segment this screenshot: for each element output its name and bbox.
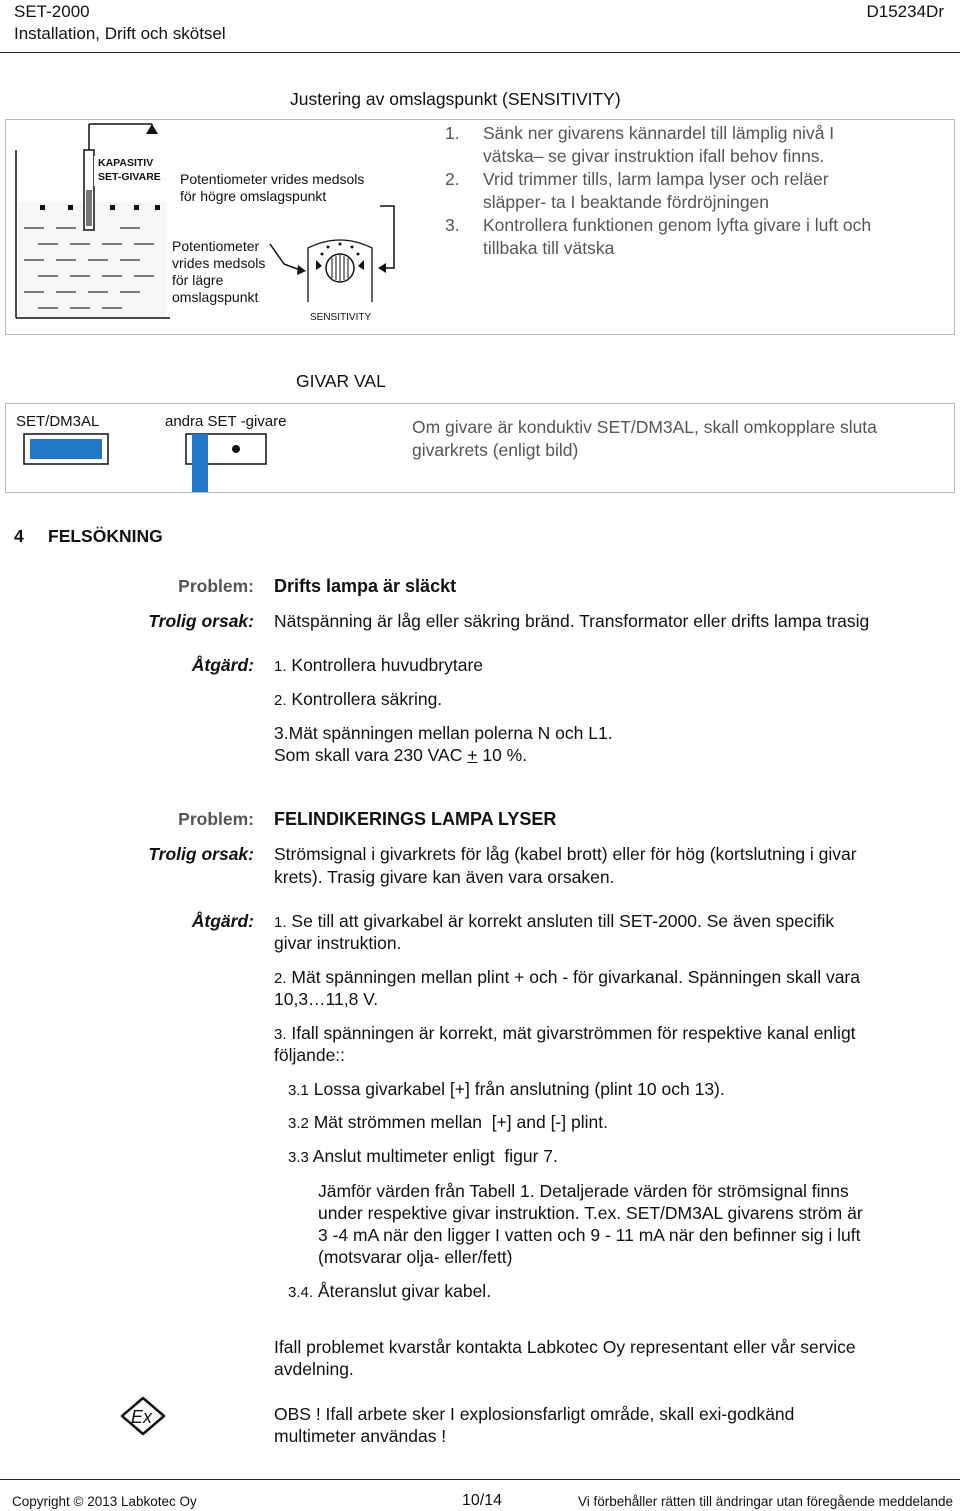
step-1-line1: Sänk ner givarens kännardel till lämplig nivå I — [483, 123, 835, 143]
doc-subtitle: Installation, Drift och skötsel — [14, 24, 226, 43]
action2-item1-line2: givar instruktion. — [274, 933, 402, 953]
footer-rule — [0, 1479, 960, 1480]
step-1-num: 1. — [445, 123, 460, 143]
sensitivity-figure — [10, 120, 430, 332]
switch-closed — [30, 439, 102, 459]
section-number: 4 — [14, 526, 24, 546]
footer-disclaimer: Vi förbehåller rätten till ändringar utan föregående meddelande — [577, 1494, 953, 1509]
action2-label: Åtgärd: — [191, 911, 254, 931]
arrow-line-higher — [380, 206, 394, 268]
arrow-head-top — [146, 124, 158, 134]
switch-open — [192, 434, 208, 492]
action2-item1-text: Se till att givarkabel är korrekt ansluten till SET-2000. Se även specifik — [291, 911, 835, 931]
action1-item1-text: Kontrollera huvudbrytare — [291, 655, 484, 675]
action1-label: Åtgärd: — [191, 655, 254, 675]
action1-item2-text: Kontrollera säkring. — [291, 689, 443, 709]
problem1-text: Drifts lampa är släckt — [274, 576, 457, 596]
sensor-label-2: SET-GIVARE — [98, 171, 161, 183]
substep-3-2 — [288, 1111, 608, 1135]
action1-item3-line1: 3.Mät spänningen mellan polerna N och L1. — [274, 723, 613, 743]
cause2-label: Trolig orsak: — [148, 844, 254, 864]
action2-item3-line1 — [274, 1022, 856, 1046]
contact-line2: avdelning. — [274, 1359, 354, 1379]
substep-3-2-num: 3.2 — [288, 1115, 309, 1132]
cause1-text: Nätspänning är låg eller säkring bränd. Transformator eller drifts lampa trasig — [274, 611, 870, 631]
problem2-text: FELINDIKERINGS LAMPA LYSER — [274, 809, 557, 829]
footer-page: 10/14 — [462, 1492, 503, 1509]
knob-arrow-right — [358, 260, 364, 270]
action2-item2-text: Mät spänningen mellan plint + och - för givarkanal. Spänningen skall vara — [291, 967, 860, 987]
substep-3-4-num: 3.4. — [288, 1284, 314, 1301]
cause2-line1: Strömsignal i givarkrets för låg (kabel brott) eller för hög (kortslutning i givar — [274, 844, 857, 864]
step-2-line1: Vrid trimmer tills, larm lampa lyser och reläer — [483, 169, 829, 189]
step-2-line2: släpper- ta I beaktande fördröjningen — [483, 192, 770, 212]
lower-label-1: Potentiometer — [172, 238, 260, 254]
action1-item2 — [274, 688, 442, 712]
step-1-line2: vätska– se givar instruktion ifall behov finns. — [483, 146, 825, 166]
knob-label: SENSITIVITY — [310, 312, 372, 323]
ex-note-line2: multimeter användas ! — [274, 1426, 447, 1446]
givar-val-line2: givarkrets (enligt bild) — [412, 440, 579, 460]
substep-3-3 — [288, 1145, 558, 1169]
action2-item2-num: 2. — [274, 970, 287, 987]
substep-3-2-text: Mät strömmen mellan [+] and [-] plint. — [313, 1112, 608, 1132]
cause2-line2: krets). Trasig givare kan även vara orsaken. — [274, 867, 615, 887]
tolerance-text: 10 %. — [477, 745, 528, 765]
sensor-tip — [86, 190, 92, 226]
givar-val-line1: Om givare är konduktiv SET/DM3AL, skall omkopplare sluta — [412, 417, 877, 437]
sensitivity-heading: Justering av omslagspunkt (SENSITIVITY) — [290, 89, 621, 109]
header-rule — [0, 52, 960, 53]
arrow-line-lower — [270, 244, 300, 270]
setdm3al-label: SET/DM3AL — [16, 413, 100, 430]
step-3-line2: tillbaka till vätska — [483, 238, 615, 258]
plus-minus-sign: + — [467, 745, 478, 765]
ex-icon — [120, 1396, 166, 1436]
ex-icon-text: Ex — [131, 1407, 153, 1427]
lower-label-2: vrides medsols — [172, 255, 266, 271]
problem2-label: Problem: — [178, 809, 254, 829]
switch-dot — [232, 445, 240, 453]
action2-item1-num: 1. — [274, 914, 287, 931]
knob-arrow-left — [316, 260, 322, 270]
substep-3-4-text: Återanslut givar kabel. — [317, 1281, 492, 1301]
substep-3-4 — [288, 1280, 491, 1304]
action1-item1-num: 1. — [274, 658, 287, 675]
action1-item2-num: 2. — [274, 692, 287, 709]
step-2-num: 2. — [445, 169, 460, 189]
action2-item2-line2: 10,3…11,8 V. — [274, 989, 379, 1009]
action1-item3-line2 — [274, 744, 527, 766]
action1-item1 — [274, 654, 483, 678]
note-line3: 3 -4 mA när den ligger I vatten och 9 - 11 mA när den befinner sig i luft — [318, 1225, 861, 1245]
substep-3-3-text: Anslut multimeter enligt figur 7. — [312, 1146, 558, 1166]
givar-val-figure — [10, 406, 400, 492]
other-givare-label: andra SET -givare — [165, 413, 287, 430]
higher-label-2: för högre omslagspunkt — [180, 188, 327, 204]
note-line4: (motsvarar olja- eller/fett) — [318, 1247, 513, 1267]
footer-copyright: Copyright © 2013 Labkotec Oy — [12, 1494, 197, 1509]
givar-val-heading: GIVAR VAL — [296, 371, 386, 391]
cause1-label: Trolig orsak: — [148, 611, 254, 631]
problem1-label: Problem: — [178, 576, 254, 596]
substep-3-3-num: 3.3 — [288, 1149, 309, 1166]
action2-item1-line1 — [274, 910, 834, 934]
action2-item2-line1 — [274, 966, 860, 990]
note-line1: Jämför värden från Tabell 1. Detaljerade värden för strömsignal finns — [318, 1181, 849, 1201]
voltage-text: Som skall vara 230 VAC — [274, 745, 468, 765]
note-line2: under respektive givar instruktion. T.ex. SET/DM3AL givarens ström är — [318, 1203, 863, 1223]
lower-label-4: omslagspunkt — [172, 289, 259, 305]
action2-item3-text: Ifall spänningen är korrekt, mät givarströmmen för respektive kanal enligt — [291, 1023, 856, 1043]
higher-label-1: Potentiometer vrides medsols — [180, 171, 365, 187]
step-3-num: 3. — [445, 215, 460, 235]
doc-title: SET-2000 — [14, 2, 90, 21]
action2-item3-line2: följande:: — [274, 1045, 346, 1065]
step-3-line1: Kontrollera funktionen genom lyfta givare i luft och — [483, 215, 872, 235]
action2-item3-num: 3. — [274, 1026, 287, 1043]
sensor-label-1: KAPASITIV — [98, 157, 154, 169]
substep-3-1-text: Lossa givarkabel [+] från anslutning (plint 10 och 13). — [313, 1079, 725, 1099]
lower-label-3: för lägre — [172, 272, 224, 288]
doc-id: D15234Dr — [866, 2, 944, 21]
substep-3-1-num: 3.1 — [288, 1082, 309, 1099]
section-title: FELSÖKNING — [48, 526, 163, 546]
ex-note-line1: OBS ! Ifall arbete sker I explosionsfarligt område, skall exi-godkänd — [274, 1404, 795, 1424]
contact-line1: Ifall problemet kvarstår kontakta Labkotec Oy representant eller vår service — [274, 1337, 856, 1357]
substep-3-1 — [288, 1078, 725, 1102]
